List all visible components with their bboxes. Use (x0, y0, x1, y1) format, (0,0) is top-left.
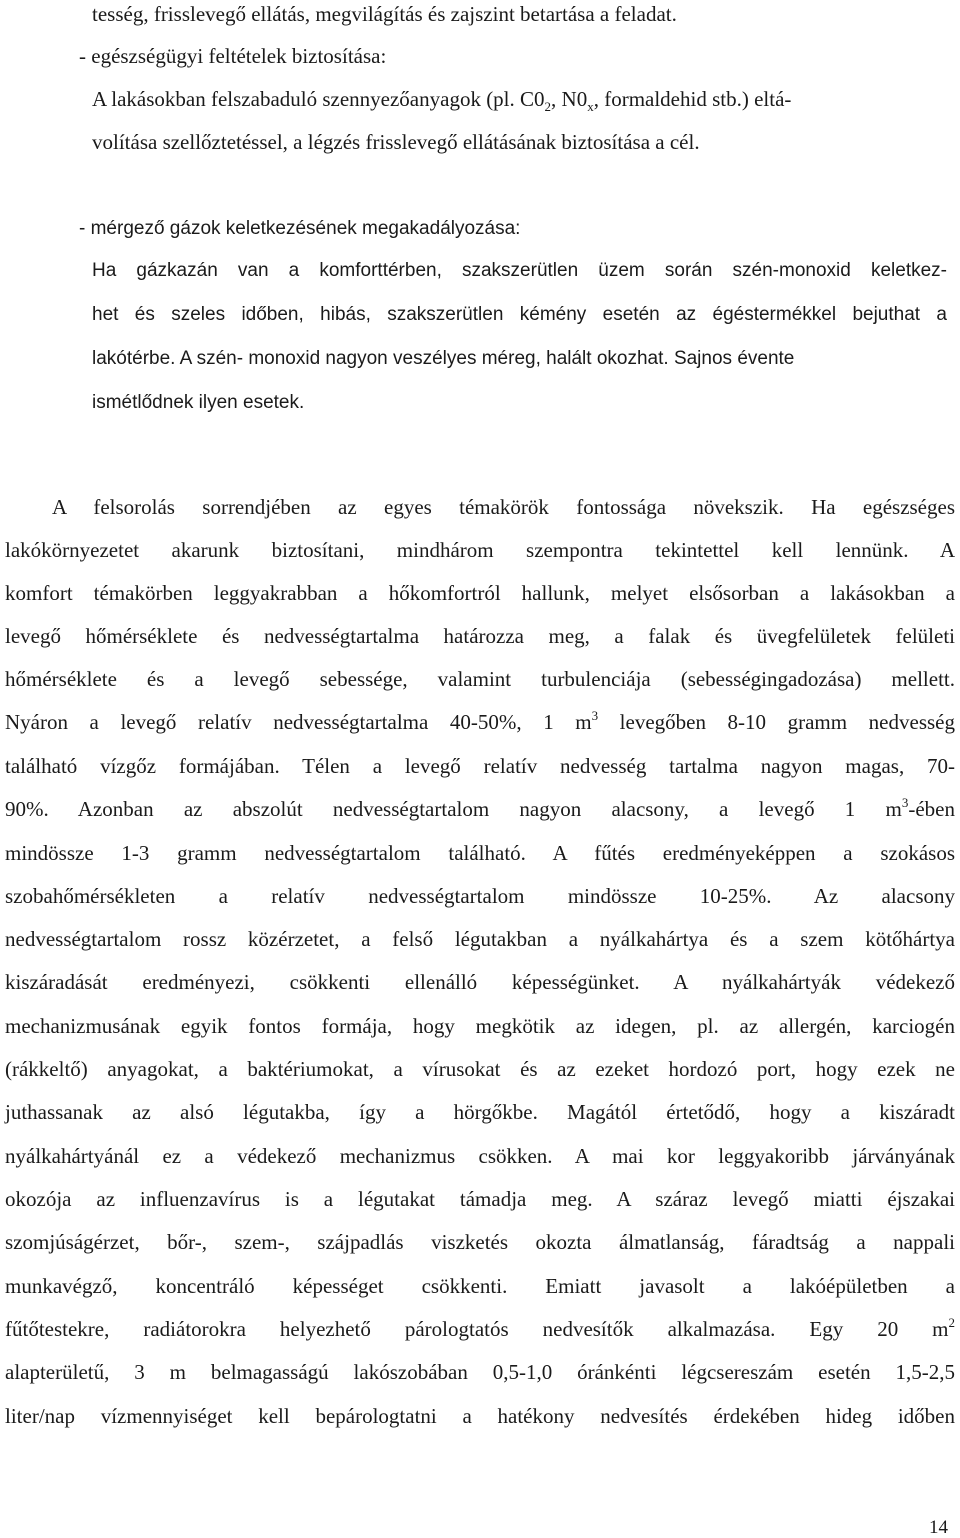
top-line-3: A lakásokban felszabaduló szennyezőanyagok (pl. $C0_2$, $N0_x$, formaldehid stb.) eltá- (92, 87, 792, 114)
paragraph-line-9: mindössze 1-3 gramm nedvességtartalom található. A fűtés eredményeképpen a szokásos (5, 841, 955, 865)
paragraph-line-13: mechanizmusának egyik fontos formája, hogy megkötik az idegen, pl. az allergén, karciogén (5, 1014, 955, 1038)
gas-line-2: het és szeles időben, hibás, szakszerütlen kémény esetén az égéstermékkel bejuthat a (92, 304, 947, 325)
paragraph-line-12: kiszáradását eredményezi, csökkenti ellenálló képességünket. A nyálkahártyák védekező (5, 970, 955, 994)
paragraph-line-22: liter/nap vízmennyiséget kell bepárologtatni a hatékony nedvesítés érdekében hideg időben (5, 1404, 955, 1428)
paragraph-line-15: juthassanak az alsó légutakba, így a hörgőkbe. Magától értetődő, hogy a kiszáradt (5, 1100, 955, 1124)
paragraph-line-2: lakókörnyezetet akarunk biztosítani, mindhárom szempontra tekintettel kell lennünk. A (5, 538, 955, 562)
paragraph-line-14: (rákkeltő) anyagokat, a baktériumokat, a vírusokat és az ezeket hordozó port, hogy ezek ne (5, 1057, 955, 1081)
paragraph-line-5: hőmérséklete és a levegő sebessége, valamint turbulenciája (sebességingadozása) mellett. (5, 667, 955, 691)
gas-line-3: lakótérbe. A szén- monoxid nagyon veszélyes méreg, halált okozhat. Sajnos évente (92, 348, 795, 369)
paragraph-line-4: levegő hőmérséklete és nedvességtartalma határozza meg, a falak és üvegfelületek felületi (5, 624, 955, 648)
top-line-1: tesség, frisslevegő ellátás, megvilágítás és zajszint betartása a feladat. (92, 2, 677, 26)
paragraph-line-6: Nyáron a levegő relatív nedvességtartalma 40-50%, 1 $m^3$ levegőben 8-10 gramm nedvesség (5, 708, 955, 734)
paragraph-line-1: A felsorolás sorrendjében az egyes témakörök fontossága növekszik. Ha egészséges (52, 495, 955, 519)
paragraph-line-19: munkavégző, koncentráló képességet csökkenti. Emiatt javasolt a lakóépületben a (5, 1274, 955, 1298)
paragraph-line-10: szobahőmérsékleten a relatív nedvességtartalom mindössze 10-25%. Az alacsony (5, 884, 955, 908)
paragraph-line-11: nedvességtartalom rossz közérzetet, a felső légutakban a nyálkahártya és a szem kötőhártya (5, 927, 955, 951)
paragraph-line-16: nyálkahártyánál ez a védekező mechanizmus csökken. A mai kor leggyakoribb járványának (5, 1144, 955, 1168)
gas-heading: - mérgező gázok keletkezésének megakadályozása: (79, 218, 521, 239)
page-number: 14 (929, 1517, 948, 1538)
gas-line-4: ismétlődnek ilyen esetek. (92, 392, 305, 413)
hygiene-heading: - egészségügyi feltételek biztosítása: (79, 44, 387, 68)
paragraph-line-17: okozója az influenzavírus is a légutakat támadja meg. A száraz levegő miatti éjszakai (5, 1187, 955, 1211)
top-line-4: volítása szellőztetéssel, a légzés frisslevegő ellátásának biztosítása a cél. (92, 130, 700, 154)
paragraph-line-8: 90%. Azonban az abszolút nedvességtartalom nagyon alacsony, a levegő 1 $m^3$-ében (5, 795, 955, 821)
paragraph-line-3: komfort témakörben leggyakrabban a hőkomfortról hallunk, melyet elsősorban a lakásokban a (5, 581, 955, 605)
paragraph-line-20: fűtőtestekre, radiátorokra helyezhető párologtatós nedvesítők alkalmazása. Egy 20 $m^2$ (5, 1315, 955, 1341)
paragraph-line-21: alapterületű, 3 m belmagasságú lakószobában 0,5-1,0 óránkénti légcsereszám esetén 1,5-2,5 (5, 1360, 955, 1384)
gas-line-1: Ha gázkazán van a komforttérben, szakszerütlen üzem során szén-monoxid keletkez- (92, 260, 947, 281)
paragraph-line-18: szomjúságérzet, bőr-, szem-, szájpadlás viszketés okozta álmatlanság, fáradtság a nappali (5, 1230, 955, 1254)
paragraph-line-7: található vízgőz formájában. Télen a levegő relatív nedvesség tartalma nagyon magas, 70- (5, 754, 955, 778)
